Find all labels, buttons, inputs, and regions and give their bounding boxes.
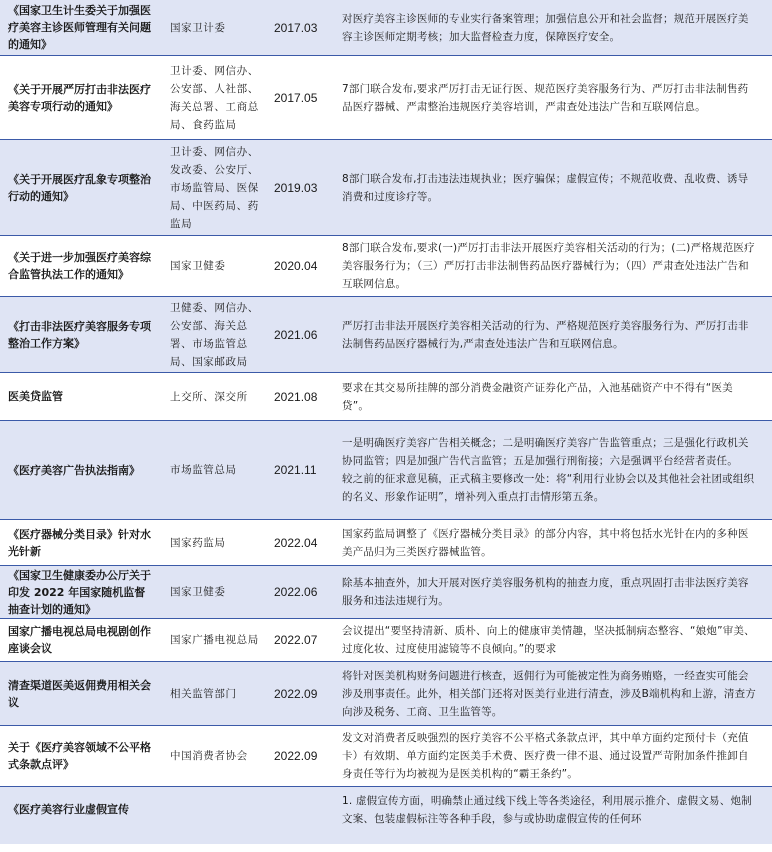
- row-dept: 国家卫健委: [170, 586, 226, 598]
- row-title: 《国家卫生健康委办公厅关于印发 2022 年国家随机监督抽查计划的通知》: [8, 568, 151, 616]
- row-date: 2021.08: [274, 389, 318, 404]
- table-row: [0, 787, 772, 844]
- row-date: 2022.09: [274, 686, 318, 701]
- row-dept: 国家卫健委: [170, 260, 226, 272]
- row-title: 清查渠道医美返佣费用相关会议: [8, 678, 151, 709]
- row-dept: 国家卫计委: [170, 21, 226, 34]
- row-dept: [162, 787, 266, 844]
- row-date: 2022.09: [274, 749, 318, 763]
- table-row: [0, 726, 772, 786]
- row-title: 医美贷监管: [8, 390, 63, 403]
- row-content: 国家药监局调整了《医疗器械分类目录》的部分内容，其中将包括水光针在内的多种医美产品归为三类医疗器械监管。: [342, 527, 749, 558]
- row-dept: 中国消费者协会: [170, 750, 248, 762]
- row-content: 要求在其交易所挂牌的部分消费金融资产证券化产品，入池基础资产中不得有“医美贷”。: [342, 381, 733, 412]
- row-date: 2017.05: [274, 90, 318, 105]
- table-row: [0, 373, 772, 420]
- table-row: [0, 566, 772, 618]
- table-row: [0, 297, 772, 372]
- row-title: 《国家卫生计生委关于加强医疗美容主诊医师管理有关问题的通知》: [8, 4, 151, 51]
- row-title: 关于《医疗美容领域不公平格式条款点评》: [8, 741, 151, 771]
- row-date: 2022.06: [274, 585, 318, 599]
- row-dept: 市场监管总局: [170, 464, 237, 476]
- row-content: 8部门联合发布,要求(一)严厉打击非法开展医疗美容相关活动的行为；(二)严格规范医疗美容服务行为；（三）严厉打击非法制售药品医疗器械行为；（四）严肃查处违法广告和互联网信息。: [342, 242, 755, 290]
- row-date: 2017.03: [274, 20, 318, 35]
- row-content: 会议提出“要坚持清新、质朴、向上的健康审美情趣，坚决抵制病态整容、“娘炮”审美、过度化妆、过度使用滤镜等不良倾向。”的要求: [342, 625, 755, 655]
- row-content: 对医疗美容主诊医师的专业实行备案管理；加强信息公开和社会监督；规范开展医疗美容主诊医师定期考核；加大监督检查力度，保障医疗安全。: [342, 12, 749, 43]
- row-title: 《关于开展严厉打击非法医疗美容专项行动的通知》: [8, 82, 151, 113]
- table-row: [0, 56, 772, 139]
- row-dept: 卫健委、网信办、公安部、海关总署、市场监管总局、国家邮政局: [170, 301, 259, 368]
- row-content: 1. 虚假宣传方面，明确禁止通过线下线上等各类途径，利用展示推介、虚假文易、炮制文案、包装虚假标注等各种手段，参与或协助虚假宣传的任何环: [342, 795, 752, 825]
- row-dept: 上交所、深交所: [170, 390, 248, 403]
- table-row: [0, 236, 772, 296]
- row-dept: 国家药监局: [170, 536, 226, 549]
- row-title: 《医疗美容广告执法指南》: [8, 463, 140, 477]
- row-dept: 卫计委、网信办、公安部、人社部、海关总署、工商总局、食药监局: [170, 64, 259, 131]
- row-title: 《打击非法医疗美容服务专项整治工作方案》: [8, 319, 151, 350]
- row-date: 2019.03: [274, 180, 318, 195]
- row-content: 7部门联合发布,要求严厉打击无证行医、规范医疗美容服务行为、严厉打击非法制售药品医疗器械、严肃整治违规医疗美容培训，严肃查处违法广告和互联网信息。: [342, 82, 749, 113]
- row-date: 2021.11: [274, 463, 317, 477]
- row-date: 2022.07: [274, 633, 318, 647]
- row-content: 严厉打击非法开展医疗美容相关活动的行为、严格规范医疗美容服务行为、严厉打击非法制售药品医疗器械行为,严肃查处违法广告和互联网信息。: [342, 319, 749, 350]
- row-content: 一是明确医疗美容广告相关概念；二是明确医疗美容广告监管重点；三是强化行政机关协同监管；四是加强广告代言监管；五是加强行刑衔接；六是强调平台经营者责任。 较之前的征求意见稿，正式稿主要修改一处：将“利用行业协会以及其他社会社团或组织的名义、形象作证明”，增补列入重点打击情形第五条。: [342, 437, 755, 503]
- table-row: [0, 421, 772, 519]
- table-row: [0, 140, 772, 235]
- table-row: [0, 619, 772, 661]
- row-dept: 卫计委、网信办、发改委、公安厅、市场监管局、医保局、中医药局、药监局: [170, 145, 259, 230]
- table-row: [0, 0, 772, 55]
- row-content: 发文对消费者反映强烈的医疗美容不公平格式条款点评，其中单方面约定预付卡（充值卡）有效期、单方面约定医美手术费、医疗费一律不退、通过设置严苛附加条件推卸自身责任等行为均被视为是医美机构的“霸王条约”。: [342, 732, 749, 780]
- row-date: 2020.04: [274, 259, 318, 273]
- row-date: 2022.04: [274, 535, 318, 550]
- row-title: 《医疗美容行业虚假宣传: [8, 803, 129, 816]
- row-dept: 国家广播电视总局: [170, 634, 259, 646]
- row-content: 将针对医美机构财务问题进行核查，返佣行为可能被定性为商务贿赂，一经查实可能会涉及刑事责任。此外，相关部门还将对医美行业进行清查，涉及B端机构和上游，清查方向涉及税务、工商、卫生监管等。: [342, 669, 757, 718]
- row-title: 《医疗器械分类目录》针对水光针新: [8, 527, 151, 558]
- row-title: 《关于进一步加强医疗美容综合监管执法工作的通知》: [8, 251, 151, 281]
- row-date: 2021.06: [274, 327, 318, 342]
- row-title: 国家广播电视总局电视剧创作座谈会议: [8, 625, 151, 655]
- row-content: 除基本抽查外，加大开展对医疗美容服务机构的抽查力度，重点巩固打击非法医疗美容服务和违法违规行为。: [342, 577, 749, 607]
- row-title: 《关于开展医疗乱象专项整治行动的通知》: [8, 172, 151, 203]
- table-row: [0, 662, 772, 725]
- table-row: [0, 520, 772, 565]
- row-content: 8部门联合发布,打击违法违规执业；医疗骗保；虚假宣传；不规范收费、乱收费、诱导消费和过度诊疗等。: [342, 172, 749, 203]
- row-date: [266, 787, 332, 844]
- row-dept: 相关监管部门: [170, 687, 237, 700]
